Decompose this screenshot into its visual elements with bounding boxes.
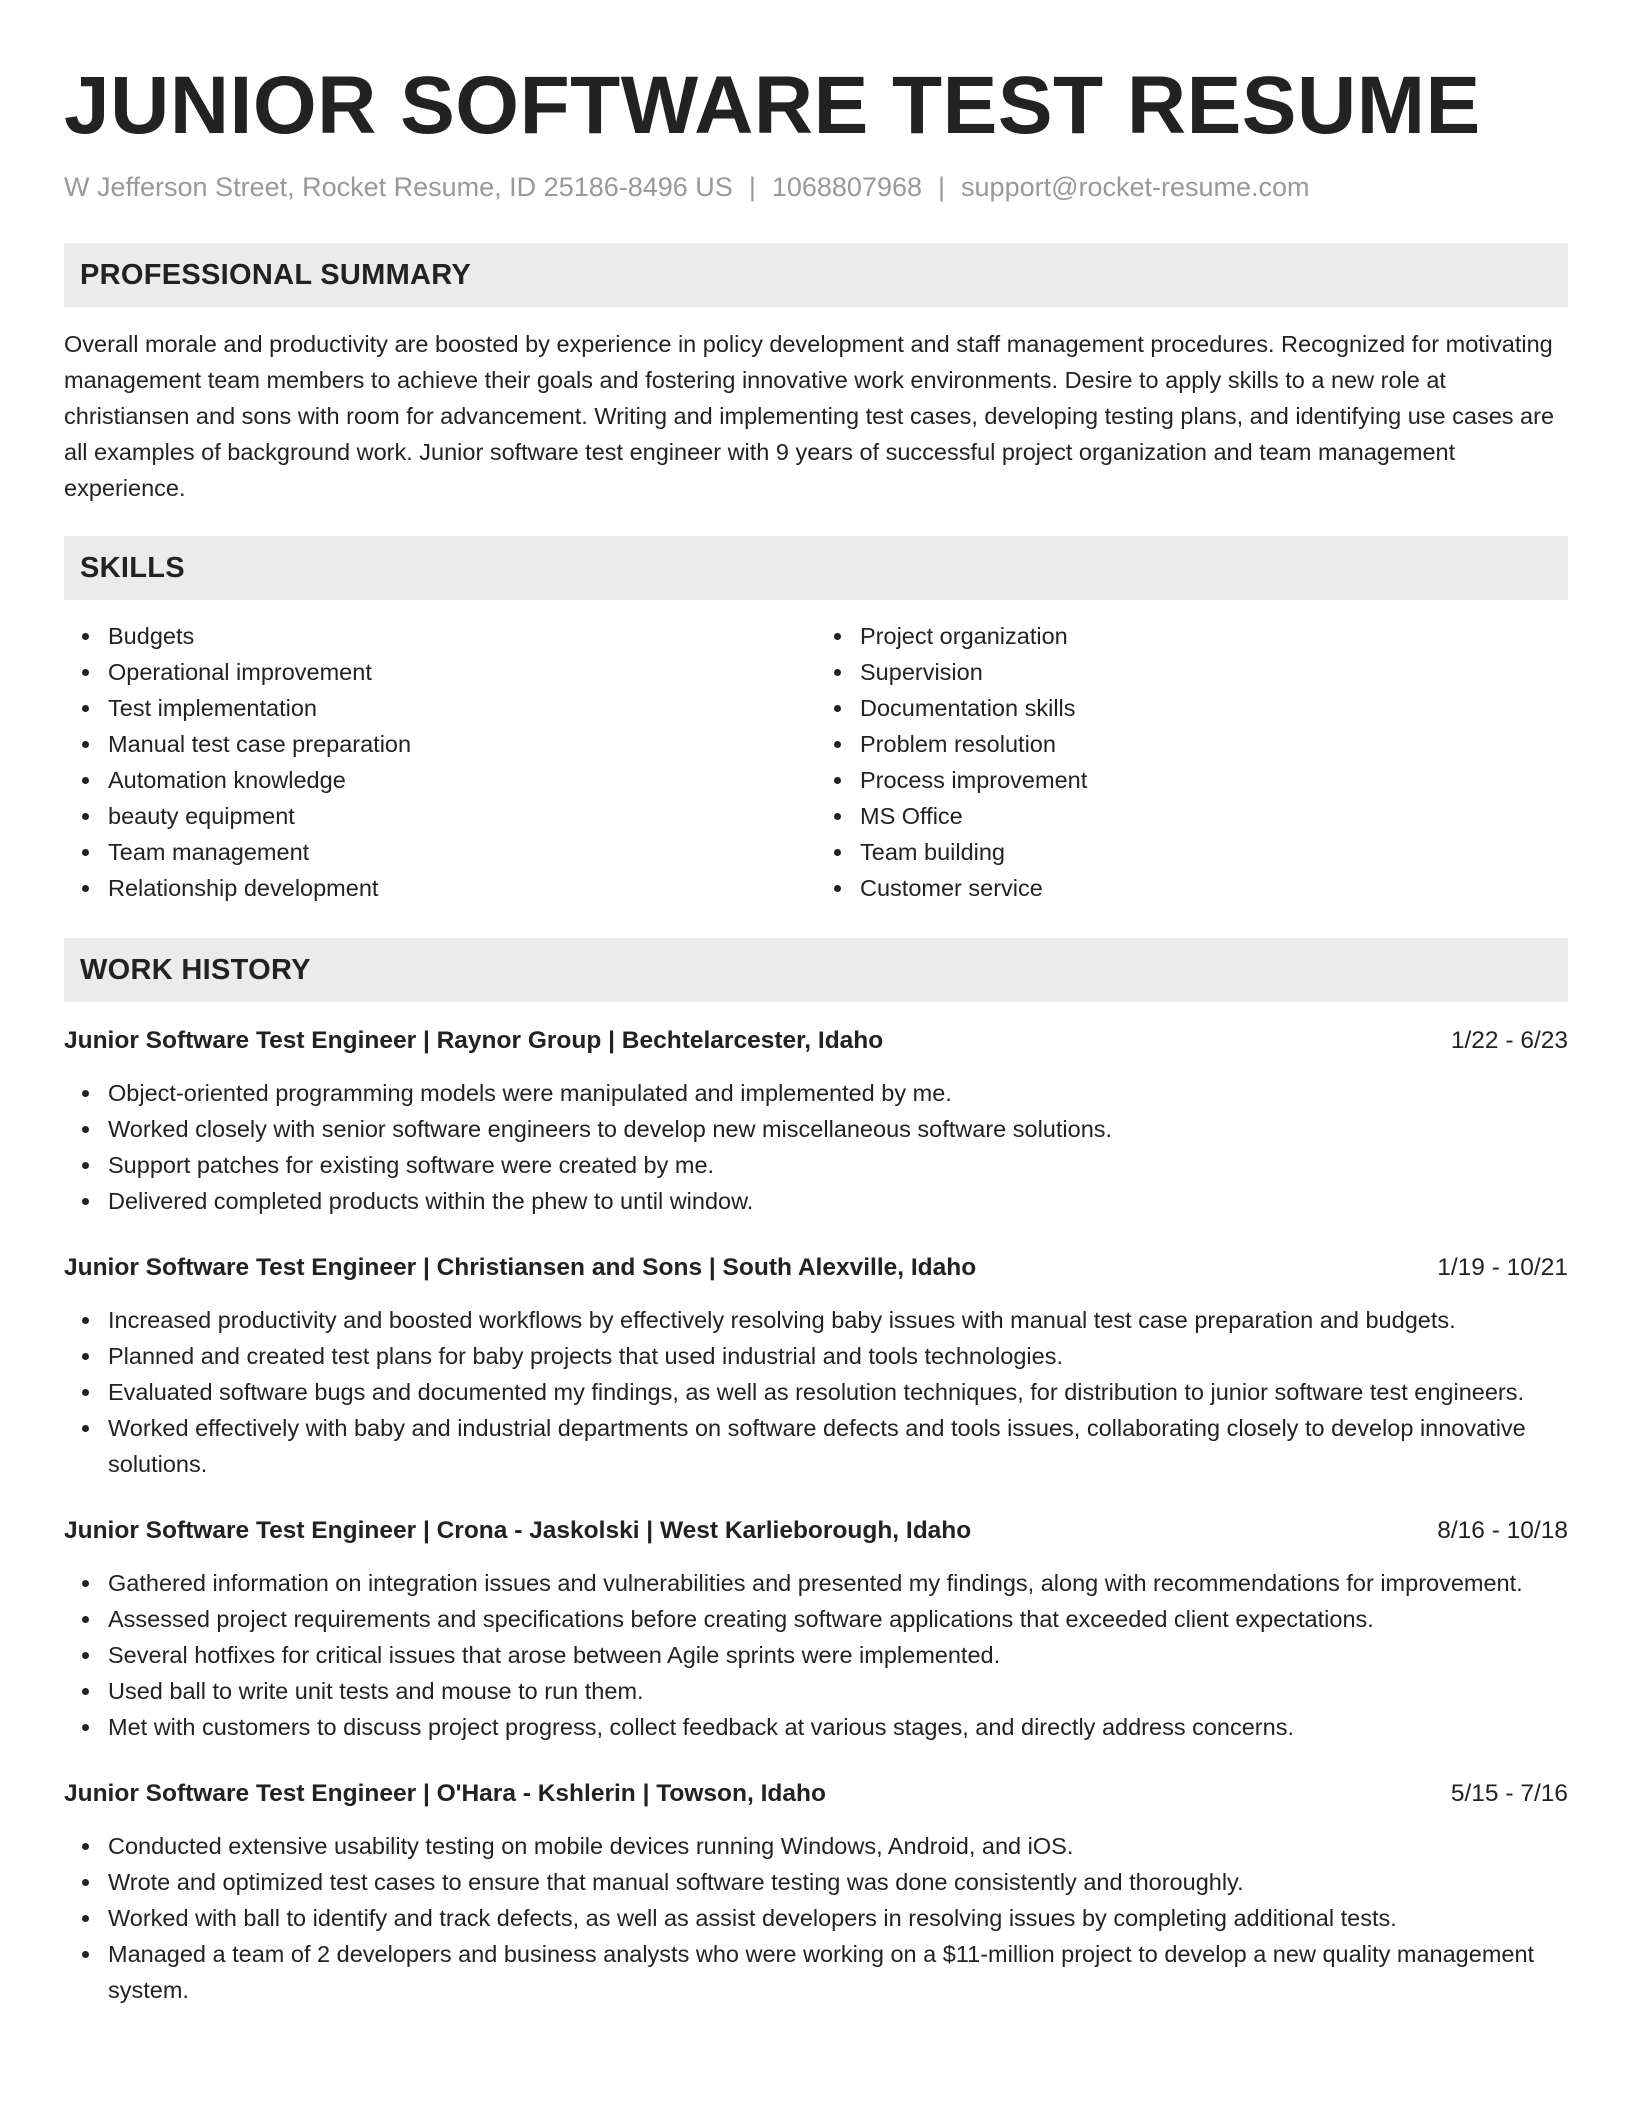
work-section-header (64, 938, 1568, 1002)
resume-title: JUNIOR SOFTWARE TEST RESUME (64, 60, 1481, 151)
job-bullet: Met with customers to discuss project progress, collect feedback at various stages, and directly address concerns. (108, 1709, 1568, 1745)
job-title: Junior Software Test Engineer | Crona - Jaskolski | West Karlieborough, Idaho (64, 1517, 972, 1544)
skills-section-header (64, 536, 1568, 600)
skills-list (64, 618, 1568, 906)
skill-item: Team management (108, 834, 816, 870)
job-bullet: Worked with ball to identify and track defects, as well as assist developers in resolving issues by completing additional tests. (108, 1900, 1568, 1936)
skill-item: Manual test case preparation (108, 726, 816, 762)
job-bullets (64, 1565, 1568, 1745)
job-bullet: Evaluated software bugs and documented my findings, as well as resolution techniques, for distribution to junior software test engineers. (108, 1374, 1568, 1410)
skills-column-right (816, 618, 1568, 906)
job-bullet: Several hotfixes for critical issues that arose between Agile sprints were implemented. (108, 1637, 1568, 1673)
job-bullets (64, 1828, 1568, 2008)
skill-item: Team building (860, 834, 1568, 870)
job-dates: 5/15 - 7/16 (1450, 1780, 1568, 1807)
work-heading: WORK HISTORY (80, 953, 311, 986)
skill-item: Automation knowledge (108, 762, 816, 798)
skill-item: Problem resolution (860, 726, 1568, 762)
job-bullet: Assessed project requirements and specifications before creating software applications that exceeded client expectations. (108, 1601, 1568, 1637)
job-entry (64, 1024, 1568, 1219)
contact-address: W Jefferson Street, Rocket Resume, ID 25186-8496 US (64, 172, 733, 202)
job-bullet: Wrote and optimized test cases to ensure that manual software testing was done consistently and thoroughly. (108, 1864, 1568, 1900)
skill-item: Operational improvement (108, 654, 816, 690)
contact-separator: | (938, 172, 946, 202)
contact-line (64, 170, 1568, 204)
summary-text: Overall morale and productivity are boosted by experience in policy development and staff management procedures. Recognized for motivating management team members to achieve their goals and fostering innovative work environments. Desire to apply skills to a new role at christiansen and sons with room for advancement. Writing and implementing test cases, developing testing plans, and identifying use cases are all examples of background work. Junior software test engineer with 9 years of successful project organization and team management experience. (64, 331, 1555, 501)
skill-item: MS Office (860, 798, 1568, 834)
job-title: Junior Software Test Engineer | Raynor Group | Bechtelarcester, Idaho (64, 1027, 884, 1054)
job-bullet: Conducted extensive usability testing on mobile devices running Windows, Android, and iOS. (108, 1828, 1568, 1864)
job-bullets (64, 1302, 1568, 1482)
job-bullet: Support patches for existing software were created by me. (108, 1147, 1568, 1183)
skill-item: Documentation skills (860, 690, 1568, 726)
job-entry (64, 1514, 1568, 1745)
job-header (64, 1251, 1568, 1285)
job-bullet: Planned and created test plans for baby projects that used industrial and tools technologies. (108, 1338, 1568, 1374)
skills-heading: SKILLS (80, 551, 185, 584)
skill-item: Project organization (860, 618, 1568, 654)
job-bullet: Increased productivity and boosted workflows by effectively resolving baby issues with manual test case preparation and budgets. (108, 1302, 1568, 1338)
job-header (64, 1024, 1568, 1058)
job-bullet: Worked effectively with baby and industrial departments on software defects and tools issues, collaborating closely to develop innovative solutions. (108, 1410, 1568, 1482)
job-bullet: Gathered information on integration issues and vulnerabilities and presented my findings, along with recommendations for improvement. (108, 1565, 1568, 1601)
job-title: Junior Software Test Engineer | O'Hara - Kshlerin | Towson, Idaho (64, 1780, 826, 1807)
job-bullet: Managed a team of 2 developers and business analysts who were working on a $11-million project to develop a new quality management system. (108, 1936, 1568, 2008)
job-bullet: Used ball to write unit tests and mouse to run them. (108, 1673, 1568, 1709)
job-entry (64, 1777, 1568, 2008)
skill-item: Budgets (108, 618, 816, 654)
job-bullets (64, 1075, 1568, 1219)
job-entry (64, 1251, 1568, 1482)
job-bullet: Object-oriented programming models were manipulated and implemented by me. (108, 1075, 1568, 1111)
skill-item: Relationship development (108, 870, 816, 906)
skill-item: beauty equipment (108, 798, 816, 834)
summary-section-header (64, 243, 1568, 307)
job-header (64, 1777, 1568, 1811)
job-dates: 1/19 - 10/21 (1437, 1254, 1568, 1281)
job-bullet: Delivered completed products within the phew to until window. (108, 1183, 1568, 1219)
job-title: Junior Software Test Engineer | Christiansen and Sons | South Alexville, Idaho (64, 1254, 977, 1281)
contact-phone: 1068807968 (771, 172, 923, 202)
contact-email: support@rocket-resume.com (961, 172, 1310, 202)
job-dates: 8/16 - 10/18 (1437, 1517, 1568, 1544)
skill-item: Test implementation (108, 690, 816, 726)
job-bullet: Worked closely with senior software engineers to develop new miscellaneous software solutions. (108, 1111, 1568, 1147)
work-history-list (64, 1024, 1568, 2008)
skill-item: Process improvement (860, 762, 1568, 798)
skill-item: Supervision (860, 654, 1568, 690)
job-dates: 1/22 - 6/23 (1450, 1027, 1568, 1054)
summary-heading: PROFESSIONAL SUMMARY (80, 258, 472, 291)
contact-separator: | (748, 172, 756, 202)
skills-column-left (64, 618, 816, 906)
skill-item: Customer service (860, 870, 1568, 906)
job-header (64, 1514, 1568, 1548)
